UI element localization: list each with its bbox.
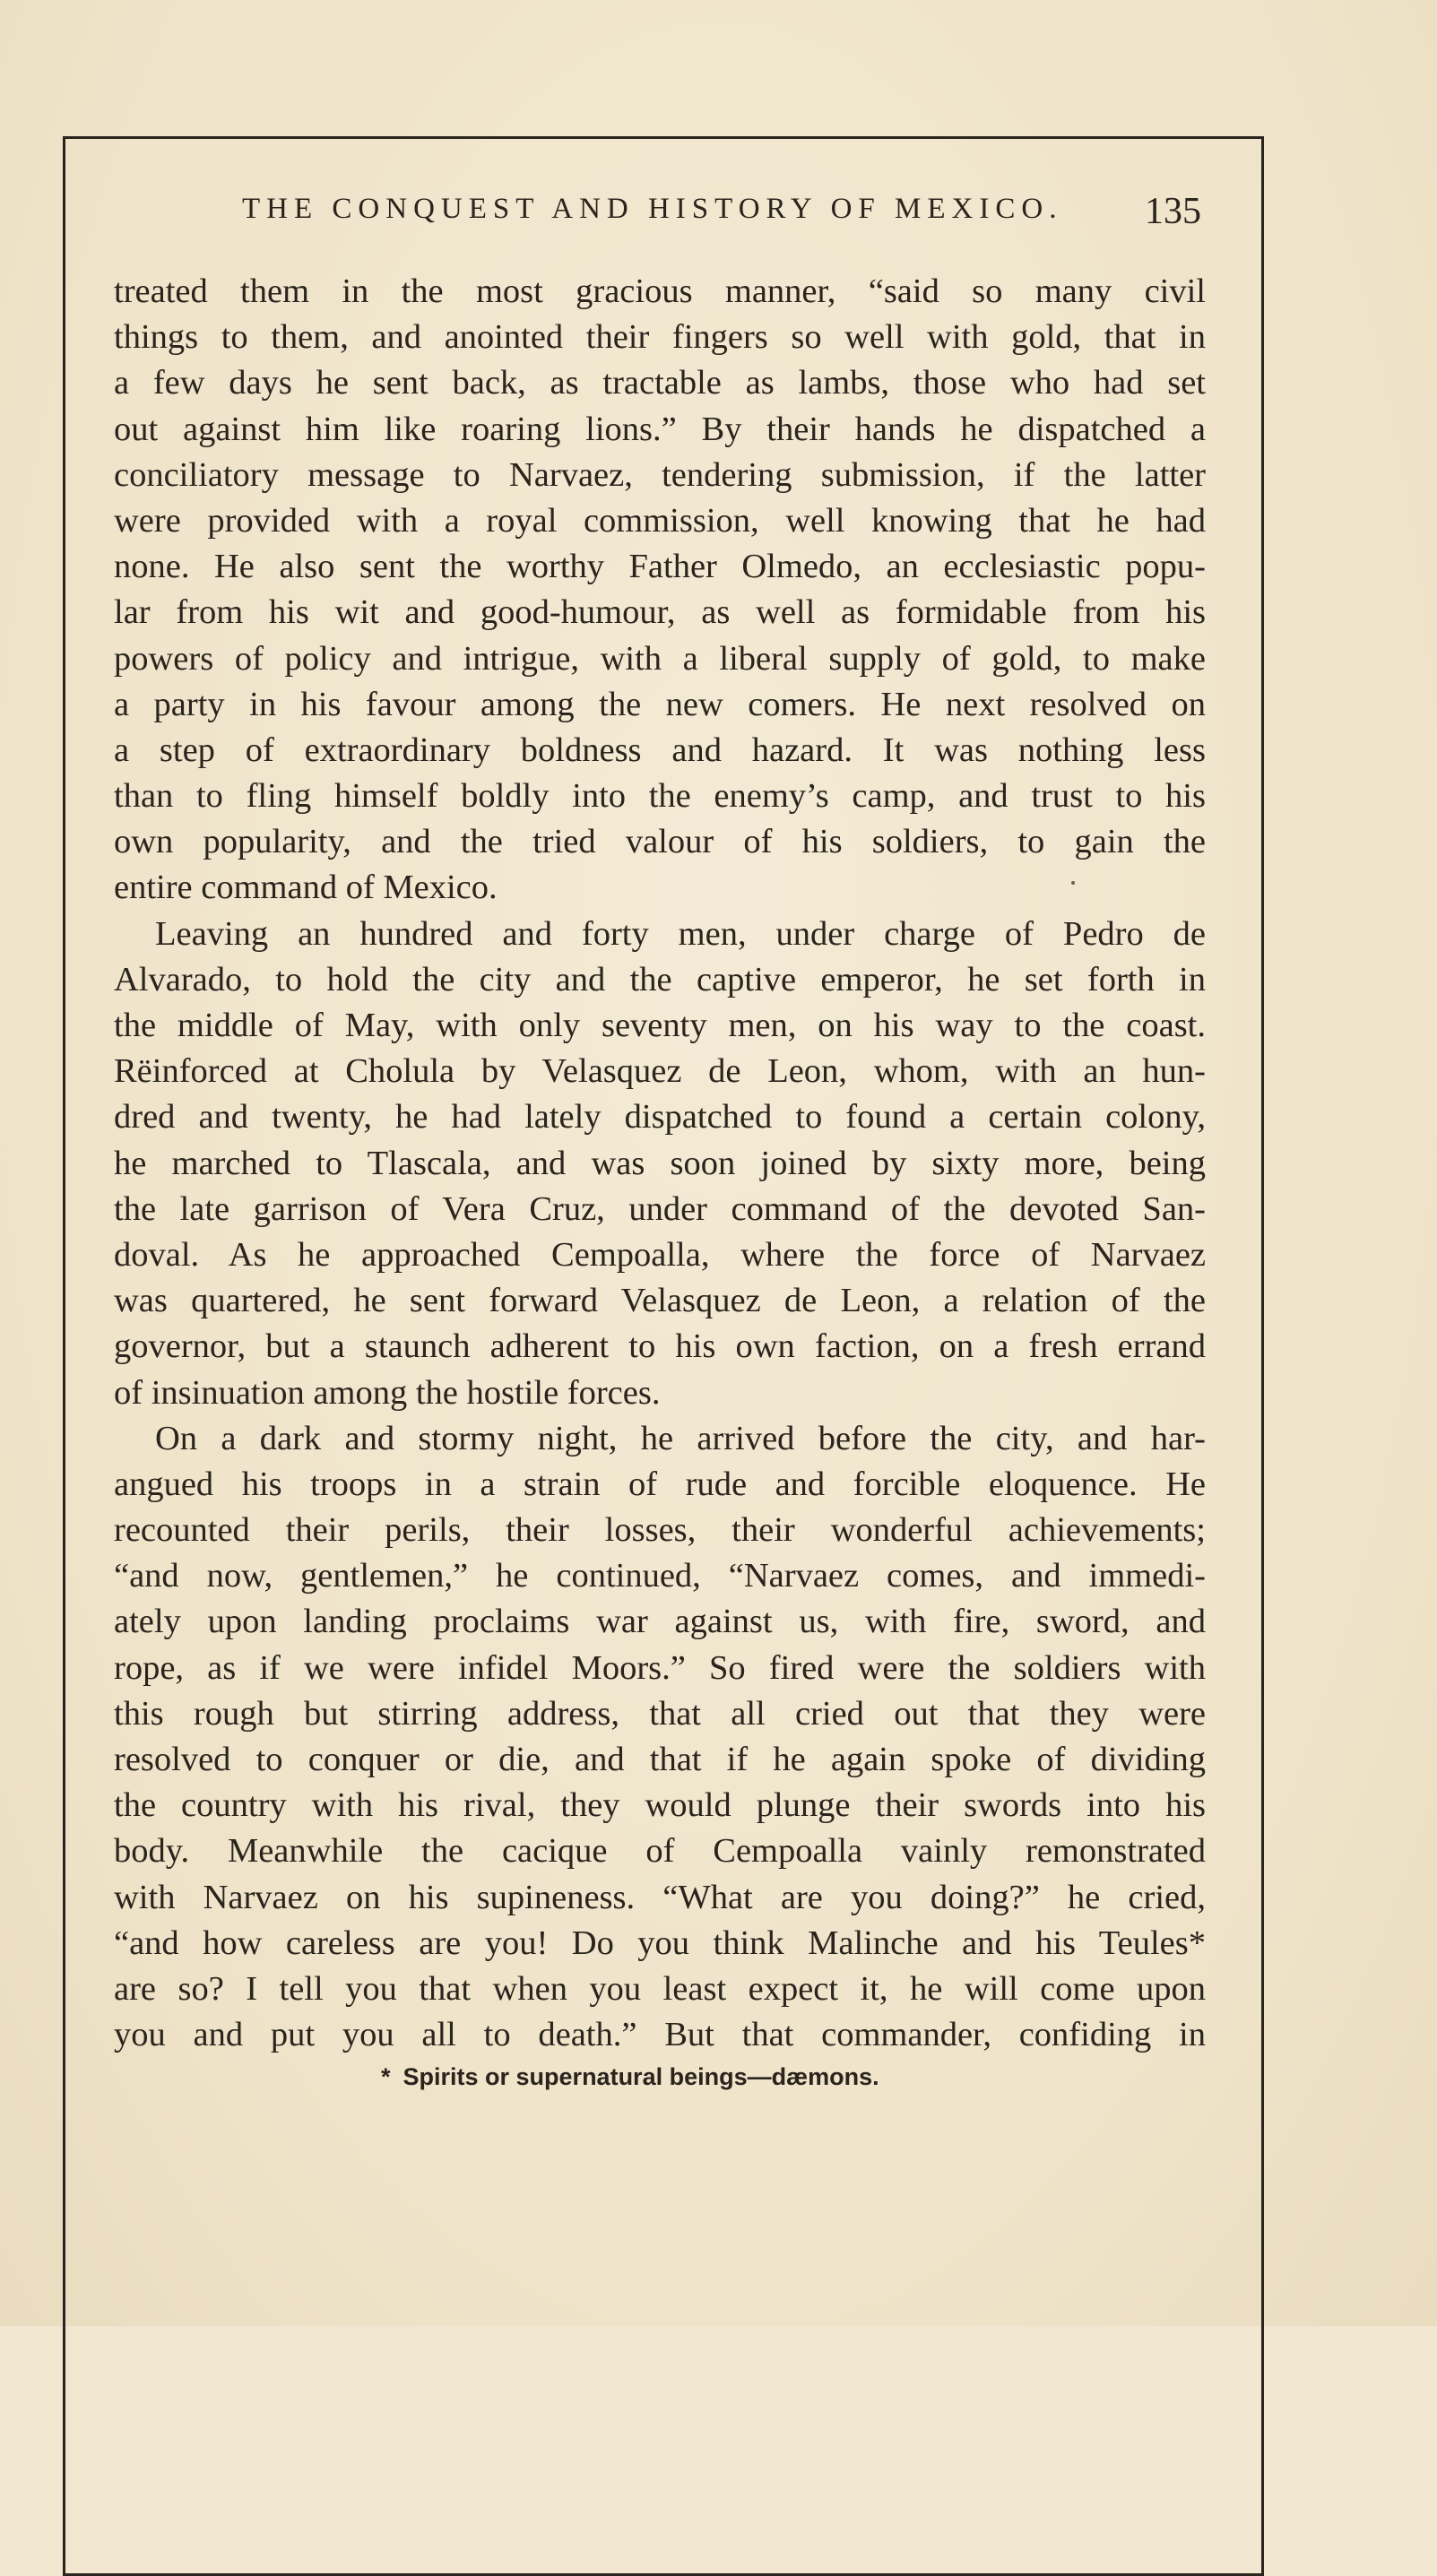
paragraph-start-line: Leaving an hundred and forty men, under charge of Pedro de <box>155 914 1206 953</box>
text-line: Rëinforced at Cholula by Velasquez de Leon, whom, with an hun- <box>114 1052 1206 1091</box>
body-text <box>114 269 1206 2058</box>
text-line: none. He also sent the worthy Father Olmedo, an ecclesiastic popu- <box>114 548 1206 586</box>
text-line: with Narvaez on his supineness. “What are you doing?” he cried, <box>114 1878 1206 1916</box>
text-line: are so? I tell you that when you least expect it, he will come upon <box>114 1969 1206 2008</box>
text-line: out against him like roaring lions.” By their hands he dispatched a <box>114 410 1206 448</box>
text-line: the middle of May, with only seventy men, on his way to the coast. <box>114 1007 1206 1044</box>
text-line: body. Meanwhile the cacique of Cempoalla vainly remonstrated <box>114 1832 1206 1871</box>
text-line: ately upon landing proclaims war against us, with fire, sword, and <box>114 1603 1206 1641</box>
footnote-text: Spirits or supernatural beings—dæmons. <box>403 2063 879 2090</box>
text-line: a few days he sent back, as tractable as lambs, those who had set <box>114 364 1206 402</box>
text-line: lar from his wit and good-humour, as well as formidable from his <box>114 593 1206 632</box>
text-line: dred and twenty, he had lately dispatched to found a certain colony, <box>114 1098 1206 1137</box>
text-line: doval. As he approached Cempoalla, where the force of Narvaez <box>114 1235 1206 1274</box>
text-line: angued his troops in a strain of rude and forcible eloquence. He <box>114 1465 1206 1503</box>
text-line: rope, as if we were infidel Moors.” So fired were the soldiers with <box>114 1648 1206 1687</box>
text-line: you and put you all to death.” But that commander, confiding in <box>114 2016 1206 2054</box>
text-line: he marched to Tlascala, and was soon joined by sixty more, being <box>114 1144 1206 1182</box>
footnote <box>381 2063 879 2091</box>
paragraph-start-line: On a dark and stormy night, he arrived before the city, and har- <box>155 1419 1206 1457</box>
text-line: the country with his rival, they would plunge their swords into his <box>114 1786 1206 1825</box>
text-line: Alvarado, to hold the city and the captive emperor, he set forth in <box>114 960 1206 998</box>
page-number: 135 <box>1145 191 1201 232</box>
footnote-marker: * <box>381 2063 391 2090</box>
text-line: powers of policy and intrigue, with a liberal supply of gold, to make <box>114 639 1206 678</box>
text-line: things to them, and anointed their fingers so well with gold, that in <box>114 318 1206 357</box>
text-line: the late garrison of Vera Cruz, under command of the devoted San- <box>114 1189 1206 1228</box>
text-line: this rough but stirring address, that all cried out that they were <box>114 1694 1206 1733</box>
text-line: was quartered, he sent forward Velasquez de Leon, a relation of the <box>114 1282 1206 1320</box>
text-line: resolved to conquer or die, and that if he again spoke of dividing <box>114 1741 1206 1778</box>
text-line: treated them in the most gracious manner, “said so many civil <box>114 272 1206 310</box>
text-line: own popularity, and the tried valour of his soldiers, to gain the <box>114 823 1206 861</box>
text-line: a step of extraordinary boldness and hazard. It was nothing less <box>114 730 1206 769</box>
text-line: governor, but a staunch adherent to his own faction, on a fresh errand <box>114 1327 1206 1366</box>
text-line: a party in his favour among the new comers. He next resolved on <box>114 685 1206 723</box>
text-line: were provided with a royal commission, well knowing that he had <box>114 501 1206 540</box>
running-head: THE CONQUEST AND HISTORY OF MEXICO. <box>242 193 1063 225</box>
text-line: than to fling himself boldly into the enemy’s camp, and trust to his <box>114 777 1206 816</box>
text-line: entire command of Mexico. <box>114 869 498 907</box>
print-speck <box>1071 881 1075 885</box>
text-line: of insinuation among the hostile forces. <box>114 1373 661 1412</box>
text-line: “and now, gentlemen,” he continued, “Narvaez comes, and immedi- <box>114 1557 1206 1595</box>
text-line: recounted their perils, their losses, their wonderful achievements; <box>114 1511 1206 1550</box>
text-line: “and how careless are you! Do you think Malinche and his Teules* <box>114 1923 1206 1962</box>
text-line: conciliatory message to Narvaez, tendering submission, if the latter <box>114 455 1206 494</box>
